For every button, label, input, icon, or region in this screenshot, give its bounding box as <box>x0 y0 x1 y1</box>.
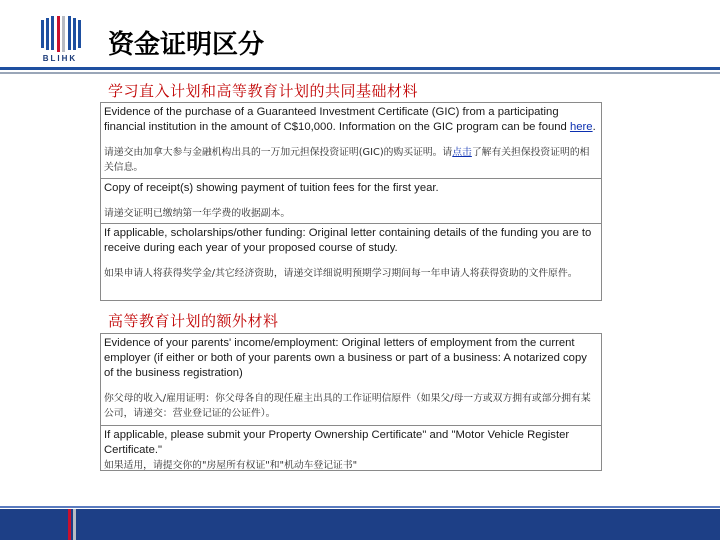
logo-text: BLIHK <box>42 54 78 63</box>
row-text-en: If applicable, please submit your Property Ownership Certificate" and "Motor Vehicle Register Certificate." <box>104 429 570 456</box>
header-rule <box>0 67 720 70</box>
table-row <box>101 334 601 426</box>
header-rule-secondary <box>0 72 720 74</box>
row-text-zh: 如果申请人将获得奖学金/其它经济资助，请递交详细说明预期学习期间每一年申请人将获得资助的文件原件。 <box>104 268 578 279</box>
table-row <box>101 224 601 300</box>
common-materials-table <box>100 102 602 301</box>
row-text-zh: 你父母的收入/雇用证明：你父母各自的现任雇主出具的工作证明信原件（如果父/母一方或双方拥有或部分拥有某公司，请递交：营业登记证的公证件）。 <box>104 393 591 419</box>
footer-stripe <box>0 506 720 508</box>
gic-here-link[interactable]: here <box>569 121 593 133</box>
row-text-zh: 请递交证明已缴纳第一年学费的收据副本。 <box>104 208 291 219</box>
row-text-zh: 如果适用，请提交你的"房屋所有权证"和"机动车登记证书" <box>104 460 358 471</box>
section-heading-common: 学习直入计划和高等教育计划的共同基础材料 <box>108 82 419 100</box>
section-heading-additional: 高等教育计划的额外材料 <box>108 312 279 330</box>
page-title: 资金证明区分 <box>108 30 265 60</box>
gic-click-link[interactable]: 点击 <box>452 147 472 158</box>
footer-band <box>0 509 720 540</box>
footer-accent-red <box>68 509 71 540</box>
row-text-en: Evidence of the purchase of a Guaranteed Investment Certificate (GIC) from a participating financial institution in the amount of C$10,000. Information on the GIC program can be found here. <box>104 106 596 133</box>
footer-accent-gray <box>73 509 76 540</box>
row-text-zh: 请递交由加拿大参与金融机构出具的一万加元担保投资证明(GIC)的购买证明。请点击了解有关担保投资证明的相关信息。 <box>104 147 590 173</box>
additional-materials-table <box>100 333 602 471</box>
table-row <box>101 426 601 470</box>
row-text-en: Evidence of your parents' income/employment: Original letters of employment from the current employer (if either or both of your parents own a business or part of a business: A notarized copy of the business registration) <box>104 337 587 379</box>
row-text-en: If applicable, scholarships/other funding: Original letter containing details of the funding you are to receive during each year of your proposed course of study. <box>104 227 592 254</box>
row-text-en: Copy of receipt(s) showing payment of tuition fees for the first year. <box>104 182 439 194</box>
table-row <box>101 179 601 224</box>
table-row <box>101 103 601 179</box>
